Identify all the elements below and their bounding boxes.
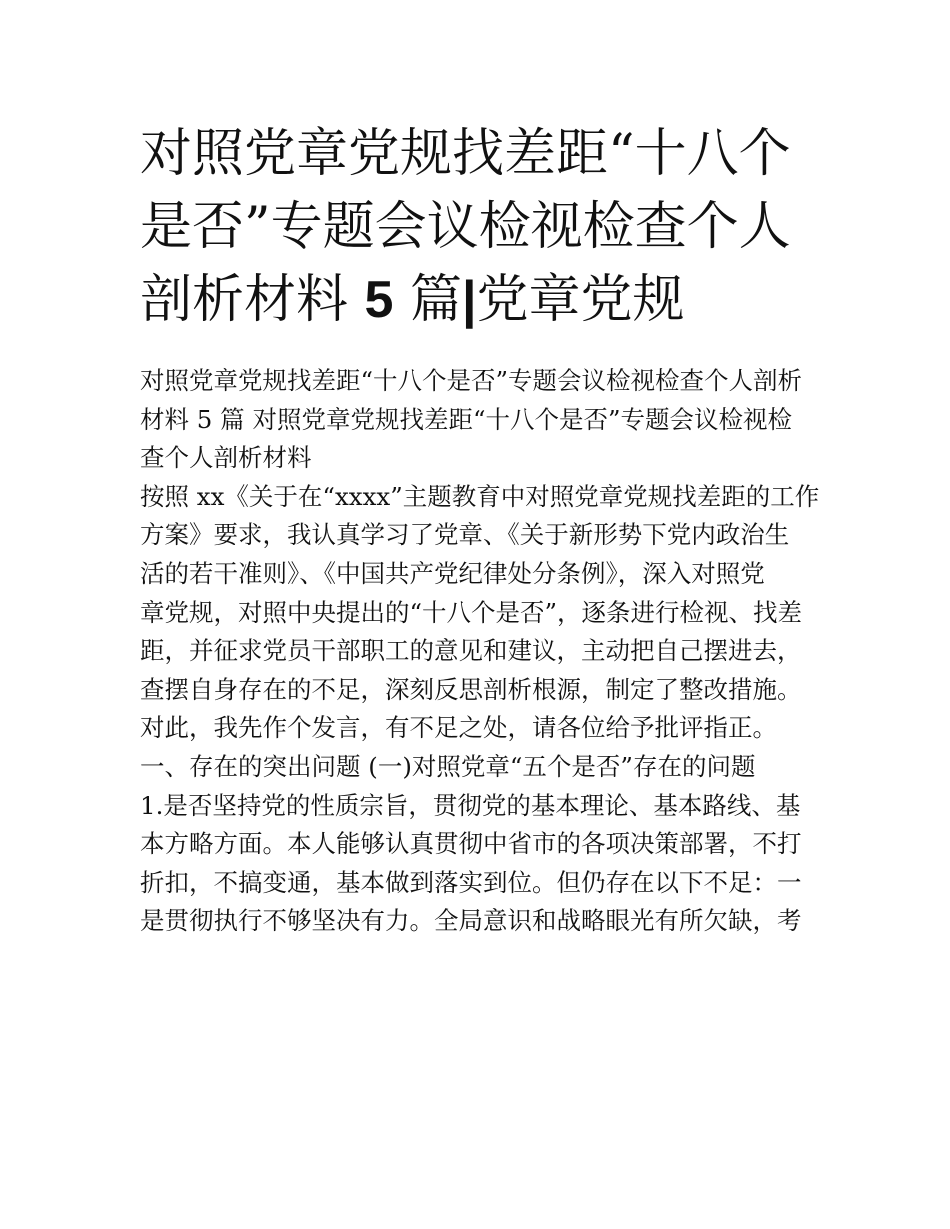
body-line: 1.是否坚持党的性质宗旨，贯彻党的基本理论、基本路线、基 [140, 790, 801, 820]
body-line: 材料 5 篇 对照党章党规找差距“十八个是否”专题会议检视检 [140, 404, 792, 434]
body-line: 是贯彻执行不够坚决有力。全局意识和战略眼光有所欠缺，考 [140, 906, 802, 936]
title-text-main: 对照党章党规找差距“十八个是否”专题会议检视检查个人剖析材料 [140, 124, 791, 330]
section-heading-line: 一、存在的突出问题 (一)对照党章“五个是否”存在的问题 [140, 751, 756, 781]
body-line: 对此，我先作个发言，有不足之处，请各位给予批评指正。 [140, 713, 777, 743]
body-line: 本方略方面。本人能够认真贯彻中省市的各项决策部署，不打 [140, 829, 802, 859]
title-count: 5 [364, 271, 394, 329]
body-line: 查摆自身存在的不足，深刻反思剖析根源，制定了整改措施。 [140, 674, 802, 704]
body-line: 距，并征求党员干部职工的意见和建议，主动把自己摆进去， [140, 636, 802, 666]
title-category: 党章党规 [476, 270, 685, 330]
body-line: 查个人剖析材料 [140, 443, 312, 473]
body-line: 活的若干准则》、《中国共产党纪律处分条例》，深入对照党 [140, 558, 765, 588]
document-title [140, 118, 820, 337]
body-line: 对照党章党规找差距“十八个是否”专题会议检视检查个人剖析 [140, 366, 803, 395]
body-line: 折扣，不搞变通，基本做到落实到位。但仍存在以下不足：一 [140, 867, 802, 897]
title-text-unit: 篇 [393, 270, 462, 330]
title-separator: | [461, 271, 477, 329]
body-line: 章党规，对照中央提出的“十八个是否”，逐条进行检视、找差 [140, 597, 803, 627]
body-line: 按照 xx《关于在“xxxx”主题教育中对照党章党规找差距的工作 [140, 481, 820, 511]
document-body [140, 362, 820, 941]
body-line: 方案》要求，我认真学习了党章、《关于新形势下党内政治生 [140, 520, 790, 550]
